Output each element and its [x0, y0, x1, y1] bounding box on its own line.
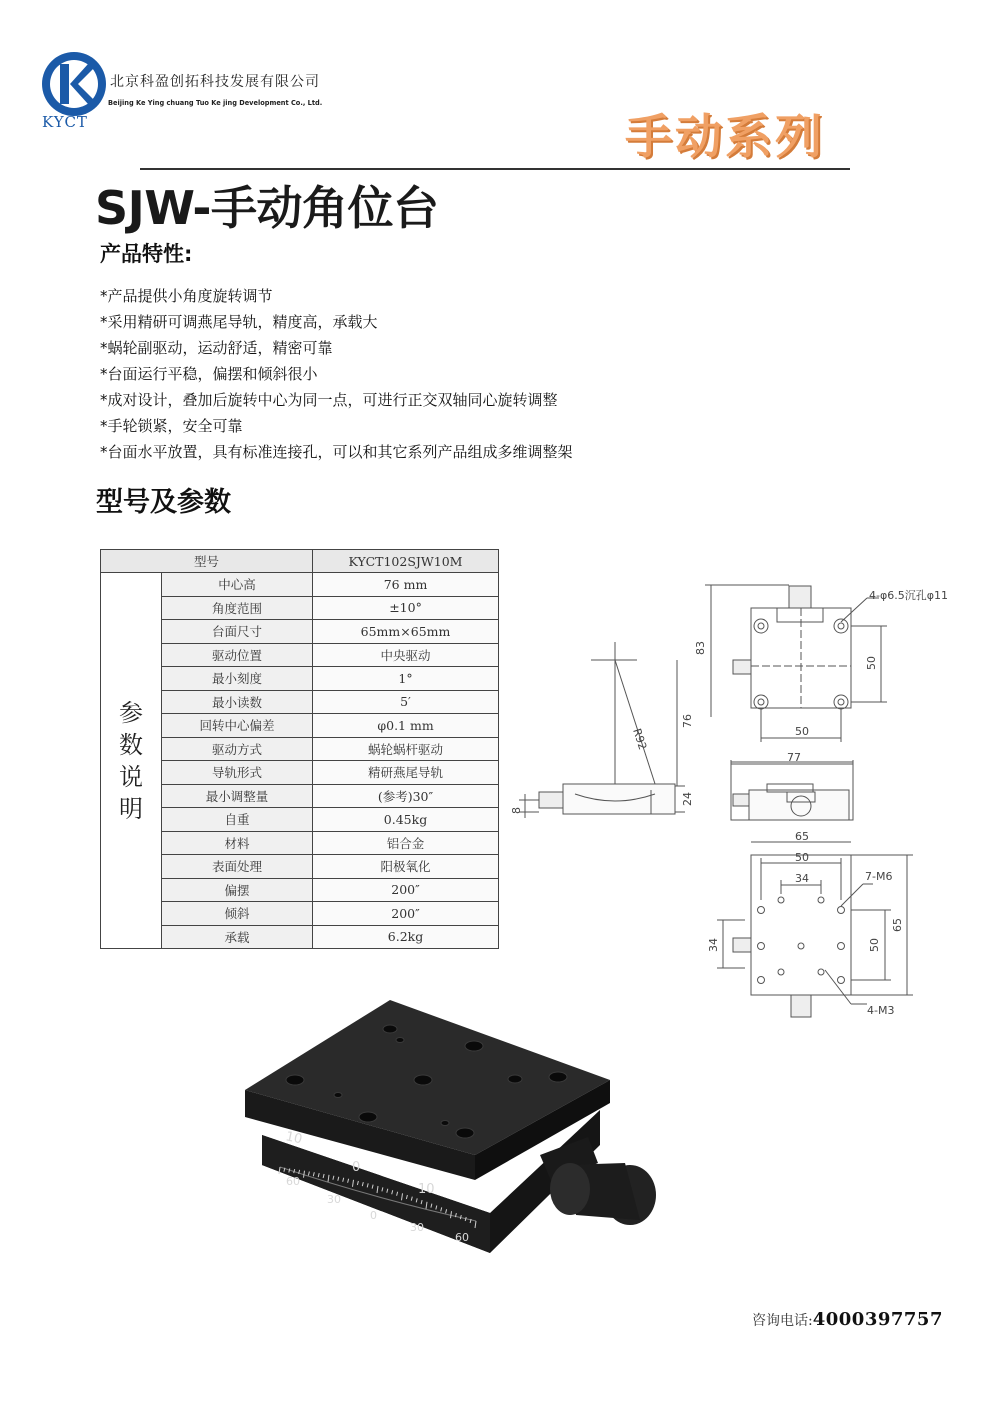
scale-label: 10: [284, 1129, 304, 1148]
param-value: 200″: [313, 878, 499, 902]
param-name: 回转中心偏差: [162, 714, 313, 738]
table-header-row: [101, 550, 499, 573]
feature-item: *台面水平放置，具有标准连接孔，可以和其它系列产品组成多维调整架: [100, 443, 573, 461]
param-name: 导轨形式: [162, 761, 313, 785]
param-name: 倾斜: [162, 902, 313, 926]
param-value: ±10°: [313, 596, 499, 620]
feature-item: *成对设计，叠加后旋转中心为同一点，可进行正交双轴同心旋转调整: [100, 391, 558, 409]
company-name-en: Beijing Ke Ying chuang Tuo Ke jing Development Co., Ltd.: [108, 99, 323, 107]
param-value: 76 mm: [313, 573, 499, 597]
label-radius: R92: [630, 726, 650, 752]
label-hole-note: 4-φ6.5沉孔φ11: [869, 589, 948, 602]
param-value: 中央驱动: [313, 643, 499, 667]
label-dim-65: 65: [795, 830, 809, 843]
scale-label: 10: [418, 1182, 435, 1197]
label-note-m6: 7-M6: [865, 870, 893, 883]
param-name: 角度范围: [162, 596, 313, 620]
technical-drawings: [505, 580, 1000, 1030]
param-name: 偏摆: [162, 878, 313, 902]
feature-item: *蜗轮副驱动，运动舒适，精密可靠: [100, 339, 333, 357]
contact-phone[interactable]: 4000397757: [812, 1309, 943, 1330]
features-heading: 产品特性:: [100, 242, 193, 266]
param-name: 最小调整量: [162, 784, 313, 808]
label-dim-34: 34: [795, 872, 809, 885]
param-name: 最小读数: [162, 690, 313, 714]
label-dim-76: 76: [681, 714, 694, 728]
table-header-model: KYCT102SJW10M: [313, 550, 499, 573]
feature-item: *采用精研可调燕尾导轨，精度高，承载大: [100, 313, 378, 331]
feature-item: *手轮锁紧，安全可靠: [100, 417, 243, 435]
param-name: 最小刻度: [162, 667, 313, 691]
features-list: [100, 283, 573, 465]
company-name-cn: 北京科盈创拓科技发展有限公司: [110, 74, 320, 90]
param-value: 精研燕尾导轨: [313, 761, 499, 785]
param-name: 台面尺寸: [162, 620, 313, 644]
bottom-view-drawing: [717, 842, 913, 1017]
params-heading: 型号及参数: [96, 487, 231, 518]
label-dim-24: 24: [681, 792, 694, 806]
param-name: 驱动位置: [162, 643, 313, 667]
param-value: 蜗轮蜗杆驱动: [313, 737, 499, 761]
spec-table: [100, 549, 499, 949]
param-side-label: [101, 573, 162, 949]
scale-label: 30: [410, 1221, 424, 1234]
param-name: 表面处理: [162, 855, 313, 879]
side-label-char: 数: [119, 730, 143, 759]
side-label-char: 明: [119, 794, 143, 823]
contact-info: [752, 1309, 943, 1330]
param-value: (参考)30″: [313, 784, 499, 808]
param-name: 驱动方式: [162, 737, 313, 761]
param-value: 5′: [313, 690, 499, 714]
product-photo: [240, 995, 670, 1255]
label-dim-77: 77: [787, 751, 801, 764]
param-value: 1°: [313, 667, 499, 691]
side-label-char: 说: [119, 762, 143, 791]
side-label-char: 参: [119, 698, 143, 727]
param-name: 材料: [162, 831, 313, 855]
top-view-drawing: [705, 585, 887, 742]
label-dim-65: 65: [891, 918, 904, 932]
param-name: 承载: [162, 925, 313, 949]
label-note-m3: 4-M3: [867, 1004, 895, 1017]
logo-text: KYCT: [42, 113, 88, 131]
scale-label: 60: [455, 1231, 469, 1244]
param-value: φ0.1 mm: [313, 714, 499, 738]
param-value: 200″: [313, 902, 499, 926]
label-dim-50: 50: [795, 851, 809, 864]
page-title: SJW-手动角位台: [95, 181, 439, 235]
param-name: 中心高: [162, 573, 313, 597]
param-name: 自重: [162, 808, 313, 832]
feature-item: *产品提供小角度旋转调节: [100, 287, 273, 305]
label-dim-50: 50: [865, 656, 878, 670]
feature-item: *台面运行平稳，偏摆和倾斜很小: [100, 365, 318, 383]
front-view-drawing: [731, 760, 853, 820]
header-divider: [140, 168, 850, 170]
scale-label: 0: [370, 1209, 377, 1222]
label-dim-34: 34: [707, 938, 720, 952]
contact-label: 咨询电话:: [752, 1313, 813, 1329]
label-dim-83: 83: [694, 641, 707, 655]
param-value: 0.45kg: [313, 808, 499, 832]
table-row: [101, 573, 499, 597]
param-value: 6.2kg: [313, 925, 499, 949]
label-dim-8: 8: [510, 807, 523, 814]
param-value: 铝合金: [313, 831, 499, 855]
series-title: 手动系列: [625, 110, 825, 165]
side-view-drawing: [519, 642, 685, 818]
scale-label: 60: [286, 1175, 300, 1188]
scale-label: 30: [327, 1193, 341, 1206]
company-logo: [40, 50, 108, 118]
param-value: 阳极氧化: [313, 855, 499, 879]
param-value: 65mm×65mm: [313, 620, 499, 644]
scale-label: 0: [352, 1160, 361, 1175]
label-dim-50: 50: [795, 725, 809, 738]
table-header-label: 型号: [101, 550, 313, 573]
label-dim-50: 50: [868, 938, 881, 952]
